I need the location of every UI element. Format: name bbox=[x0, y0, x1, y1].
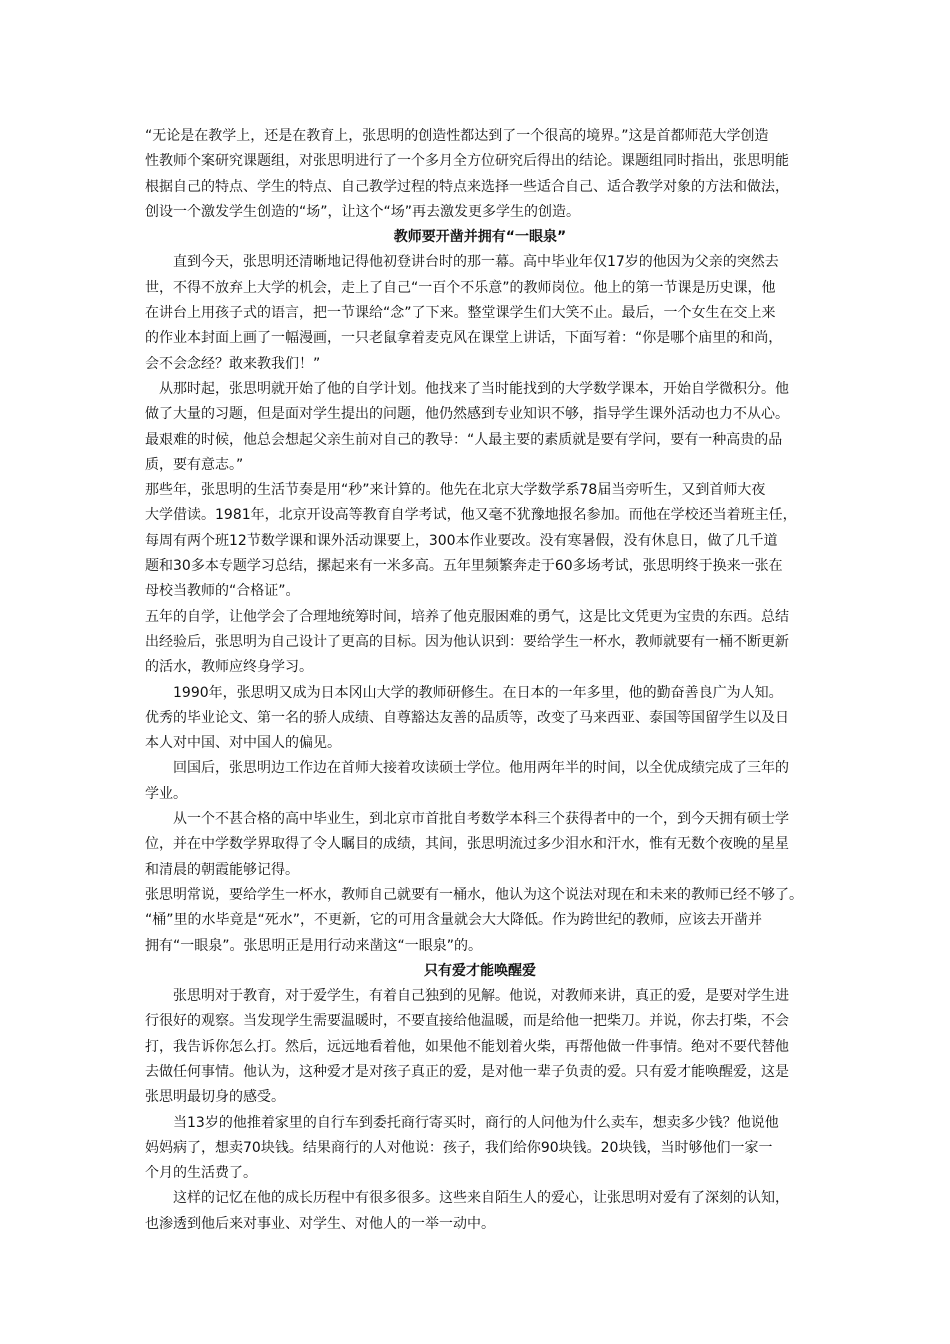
text-line: 在讲台上用孩子式的语言，把一节课给“念”了下来。整堂课学生们大笑不止。最后，一个女生在交上来 bbox=[145, 305, 776, 322]
section-heading: 教师要开凿并拥有“一眼泉” bbox=[393, 229, 567, 246]
text-line: 张思明最切身的感受。 bbox=[145, 1089, 285, 1106]
text-line: 张思明对于教育，对于爱学生，有着自己独到的见解。他说，对教师来讲，真正的爱，是要对学生进 bbox=[145, 988, 789, 1005]
text-line: 张思明常说，要给学生一杯水，教师自己就要有一桶水，他认为这个说法对现在和未来的教师已经不够了。 bbox=[145, 886, 803, 903]
text-line: 从那时起，张思明就开始了他的自学计划。他找来了当时能找到的大学数学课本，开始自学微积分。他 bbox=[145, 380, 789, 397]
text-line: 性教师个案研究课题组，对张思明进行了一个多月全方位研究后得出的结论。课题组同时指出，张思明能 bbox=[145, 153, 789, 170]
text-line: “桶”里的水毕竟是“死水”，不更新，它的可用含量就会大大降低。作为跨世纪的教师，应该去开凿并 bbox=[145, 912, 763, 929]
text-line: 这样的记忆在他的成长历程中有很多很多。这些来自陌生人的爱心，让张思明对爱有了深刻的认知， bbox=[145, 1190, 789, 1207]
text-line: 位，并在中学数学界取得了令人瞩目的成绩，其间，张思明流过多少泪水和汗水，惟有无数个夜晚的星星 bbox=[145, 836, 789, 853]
text-line: 学业。 bbox=[145, 785, 187, 802]
text-line: 从一个不甚合格的高中毕业生，到北京市首批自考数学本科三个获得者中的一个，到今天拥有硕士学 bbox=[145, 811, 789, 828]
text-line: 直到今天，张思明还清晰地记得他初登讲台时的那一幕。高中毕业年仅17岁的他因为父亲的突然去 bbox=[145, 254, 779, 271]
text-line: 和清晨的朝霞能够记得。 bbox=[145, 861, 299, 878]
text-line: 行很好的观察。当发现学生需要温暖时，不要直接给他温暖，而是给他一把柴刀。并说，你去打柴，不会 bbox=[145, 1013, 789, 1030]
text-line: 每周有两个班12节数学课和课外活动课要上，300本作业要改。没有寒暑假，没有休息日，做了几千道 bbox=[145, 532, 778, 549]
text-line: 质，要有意志。” bbox=[145, 456, 244, 473]
text-line: 那些年，张思明的生活节奏是用“秒”来计算的。他先在北京大学数学系78届当旁听生，又到首师大夜 bbox=[145, 482, 766, 499]
text-line: 妈妈病了，想卖70块钱。结果商行的人对他说：孩子，我们给你90块钱。20块钱，当时够他们一家一 bbox=[145, 1139, 773, 1156]
text-line: 拥有“一眼泉”。张思明正是用行动来凿这“一眼泉”的。 bbox=[145, 937, 483, 954]
text-line: 大学借读。1981年，北京开设高等教育自学考试，他又毫不犹豫地报名参加。而他在学校还当着班主任， bbox=[145, 507, 797, 524]
text-line: 根据自己的特点、学生的特点、自己教学过程的特点来选择一些适合自己、适合教学对象的方法和做法， bbox=[145, 178, 789, 195]
text-line: 个月的生活费了。 bbox=[145, 1165, 257, 1182]
text-line: 去做任何事情。他认为，这种爱才是对孩子真正的爱，是对他一辈子负责的爱。只有爱才能唤醒爱，这是 bbox=[145, 1063, 789, 1080]
text-line: 的活水，教师应终身学习。 bbox=[145, 659, 313, 676]
text-line: 优秀的毕业论文、第一名的骄人成绩、自尊豁达友善的品质等，改变了马来西亚、泰国等国留学生以及日 bbox=[145, 709, 789, 726]
text-line: 也渗透到他后来对事业、对学生、对他人的一举一动中。 bbox=[145, 1215, 495, 1232]
text-line: 当13岁的他推着家里的自行车到委托商行寄买时，商行的人问他为什么卖车，想卖多少钱？他说他 bbox=[145, 1114, 779, 1131]
text-line: 打，我告诉你怎么打。然后，远远地看着他，如果他不能划着火柴，再帮他做一件事情。绝对不要代替他 bbox=[145, 1038, 789, 1055]
text-line: 的作业本封面上画了一幅漫画，一只老鼠拿着麦克风在课堂上讲话，下面写着：“你是哪个庙里的和尚， bbox=[145, 330, 783, 347]
section-heading: 只有爱才能唤醒爱 bbox=[424, 962, 536, 979]
text-line: 本人对中国、对中国人的偏见。 bbox=[145, 735, 341, 752]
text-line: 做了大量的习题，但是面对学生提出的问题，他仍然感到专业知识不够，指导学生课外活动也力不从心。 bbox=[145, 406, 789, 423]
text-line: 题和30多本专题学习总结，摞起来有一米多高。五年里频繁奔走于60多场考试，张思明终于换来一张在 bbox=[145, 558, 783, 575]
text-line: 1990年，张思明又成为日本冈山大学的教师研修生。在日本的一年多里，他的勤奋善良广为人知。 bbox=[145, 684, 783, 701]
text-line: 回国后，张思明边工作边在首师大接着攻读硕士学位。他用两年半的时间，以全优成绩完成了三年的 bbox=[145, 760, 789, 777]
text-line: 最艰难的时候，他总会想起父亲生前对自己的教导：“人最主要的素质就是要有学问，要有一种高贵的品 bbox=[145, 431, 783, 448]
text-line: 五年的自学，让他学会了合理地统筹时间，培养了他克服困难的勇气，这是比文凭更为宝贵的东西。总结 bbox=[145, 608, 789, 625]
text-line: 出经验后，张思明为自己设计了更高的目标。因为他认识到：要给学生一杯水，教师就要有一桶不断更新 bbox=[145, 633, 789, 650]
text-line: 创设一个激发学生创造的“场”，让这个“场”再去激发更多学生的创造。 bbox=[145, 203, 581, 220]
text-line: “无论是在教学上，还是在教育上，张思明的创造性都达到了一个很高的境界。”这是首都师范大学创造 bbox=[145, 128, 769, 144]
text-line: 世，不得不放弃上大学的机会，走上了自己“一百个不乐意”的教师岗位。他上的第一节课是历史课，他 bbox=[145, 279, 776, 296]
text-line: 会不会念经？敢来教我们！” bbox=[145, 355, 321, 372]
text-line: 母校当教师的“合格证”。 bbox=[145, 583, 300, 600]
article-body bbox=[145, 124, 815, 1237]
